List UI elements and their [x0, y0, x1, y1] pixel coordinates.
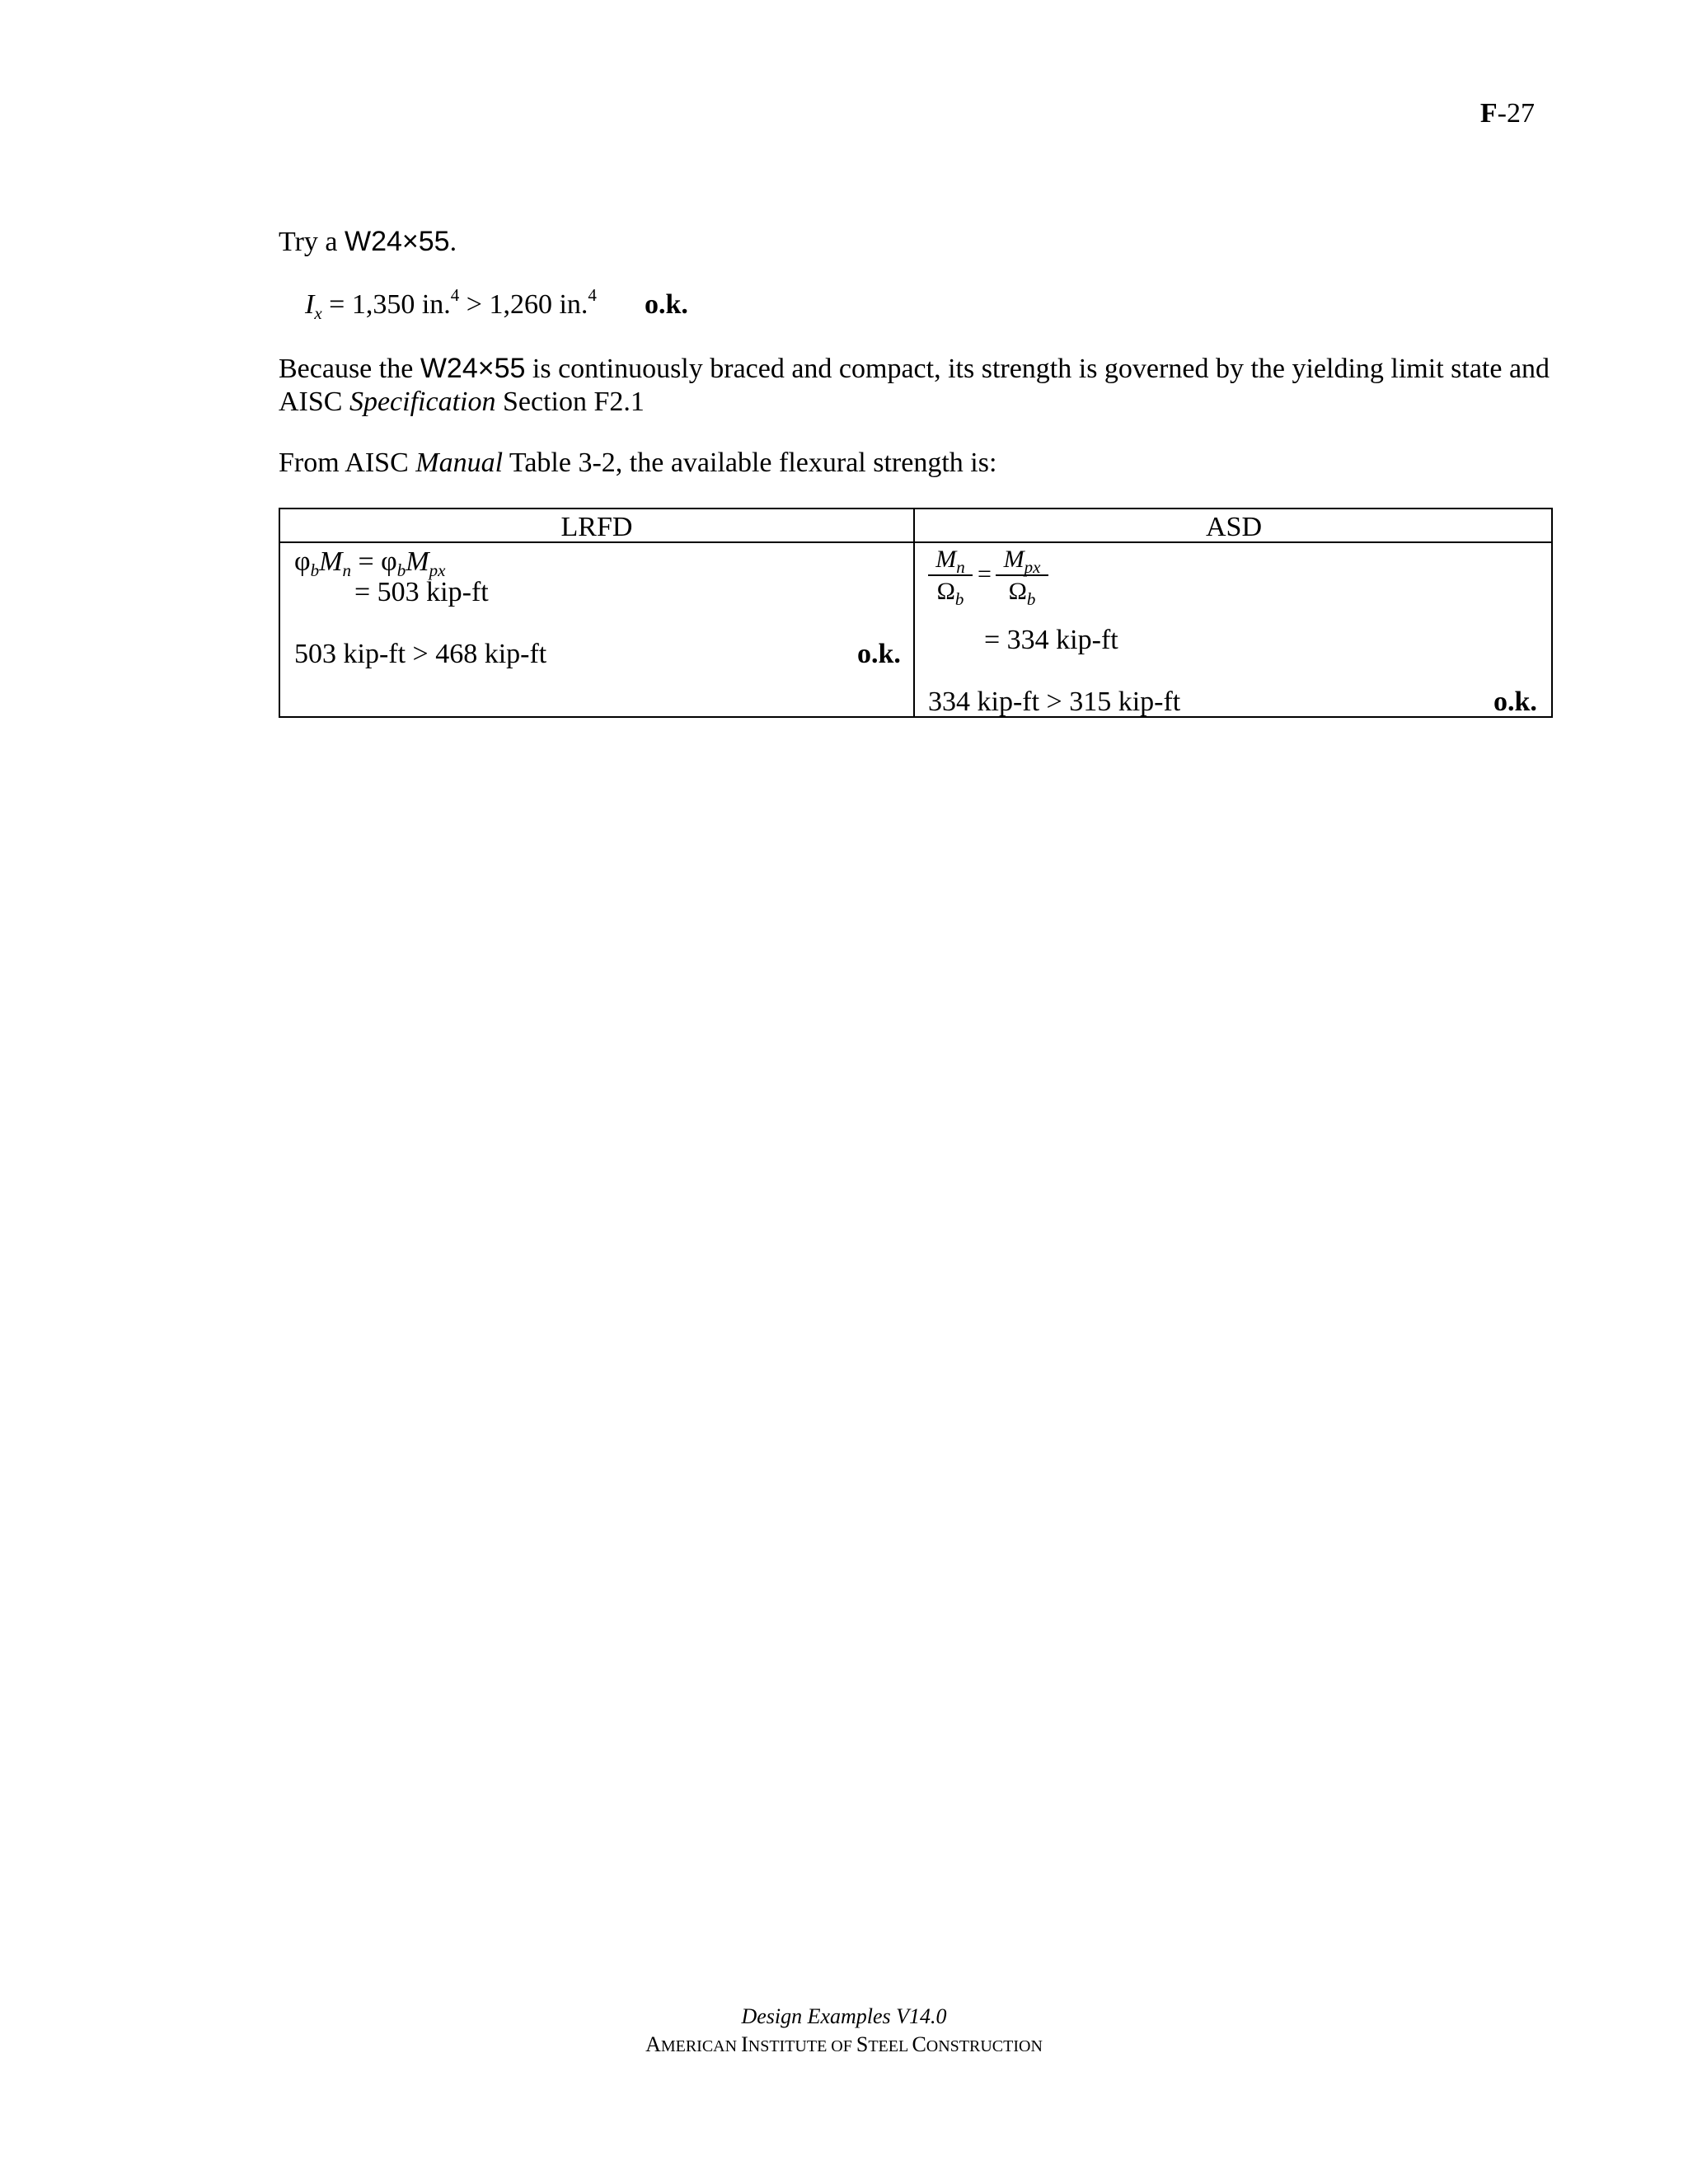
footer-word-3 — [856, 2032, 912, 2056]
footer-word-1 — [645, 2032, 741, 2056]
footer-organization — [0, 2032, 1688, 2057]
trial-intro: Try a — [279, 227, 345, 257]
footer-word-2 — [741, 2032, 856, 2056]
lrfd-value: = 503 kip-ft — [354, 577, 489, 607]
ix-expr1: = 1,350 in. — [321, 289, 451, 320]
asd-equals: = — [978, 560, 992, 588]
rest: MERICAN — [660, 2037, 742, 2055]
footer-word-4 — [912, 2032, 1042, 2056]
cap: A — [645, 2032, 661, 2056]
phi-sub-b-2: b — [396, 560, 406, 580]
asd-value: = 334 kip-ft — [984, 625, 1118, 655]
paragraph-1-line-2 — [279, 386, 645, 418]
paragraph-2 — [279, 447, 996, 479]
cap: S — [856, 2032, 869, 2056]
asd-den2-sub: b — [1026, 589, 1036, 609]
ix-sup1: 4 — [450, 285, 460, 305]
footer-title: Design Examples V14.0 — [741, 2004, 947, 2028]
para1-part2: is continuously braced and compact, its strength is governed by the yielding limit state and — [525, 354, 1550, 384]
asd-num1: M — [935, 546, 957, 573]
ix-sup2: 4 — [588, 285, 597, 305]
para1-part1: Because the — [279, 354, 420, 384]
para1-line2-b: Specification — [349, 387, 496, 417]
fraction-bar — [996, 574, 1048, 576]
asd-result: o.k. — [1493, 687, 1537, 717]
m-sub-n: n — [342, 560, 351, 580]
para2-b: Manual — [415, 448, 504, 478]
lrfd-asd-table — [279, 508, 1553, 718]
para1-line2-c: Section F2.1 — [495, 387, 645, 417]
phi-symbol: φ — [294, 546, 311, 577]
fraction-bar — [928, 574, 973, 576]
lrfd-result: o.k. — [857, 639, 901, 669]
para2-c: Table 3-2, the available flexural strength is: — [503, 448, 997, 478]
lrfd-compare: 503 kip-ft > 468 kip-ft — [294, 639, 547, 669]
trial-line — [279, 226, 457, 258]
asd-num2-sub: px — [1024, 557, 1041, 577]
cap: I — [741, 2032, 748, 2056]
paragraph-1-line-1 — [279, 353, 1550, 385]
rest: ONSTRUCTION — [926, 2037, 1043, 2055]
trial-end: . — [449, 227, 457, 257]
page-number — [1480, 97, 1535, 129]
asd-compare: 334 kip-ft > 315 kip-ft — [928, 687, 1181, 717]
asd-num1-sub: n — [956, 557, 965, 577]
trial-section: W24×55 — [345, 226, 450, 257]
asd-den1-sub: b — [954, 589, 964, 609]
equals: = — [350, 546, 382, 577]
phi-sub-b: b — [310, 560, 320, 580]
asd-den1: Ω — [936, 578, 955, 605]
m-var: M — [319, 546, 343, 577]
phi-symbol-2: φ — [381, 546, 397, 577]
asd-den2: Ω — [1008, 578, 1027, 605]
m-var-2: M — [406, 546, 429, 577]
rest: NSTITUTE OF — [748, 2037, 856, 2055]
asd-num2: M — [1003, 546, 1025, 573]
asd-header: ASD — [1205, 512, 1263, 542]
para2-a: From AISC — [279, 448, 416, 478]
page-prefix: F — [1479, 98, 1498, 129]
lrfd-header: LRFD — [560, 512, 633, 542]
ix-check — [305, 285, 597, 323]
cap: C — [912, 2032, 926, 2056]
asd-fraction-right — [996, 546, 1048, 609]
para1-section: W24×55 — [420, 353, 526, 384]
rest: TEEL — [868, 2037, 912, 2055]
ix-result: o.k. — [645, 289, 688, 320]
asd-fraction-left — [928, 546, 973, 609]
ix-expr2: > 1,260 in. — [459, 289, 588, 320]
para1-line2-a: AISC — [279, 387, 349, 417]
page-num: -27 — [1497, 98, 1535, 129]
ix-var: I — [305, 289, 315, 320]
lrfd-equation — [294, 546, 445, 578]
m-sub-px: px — [429, 560, 446, 580]
ix-sub: x — [314, 303, 322, 323]
